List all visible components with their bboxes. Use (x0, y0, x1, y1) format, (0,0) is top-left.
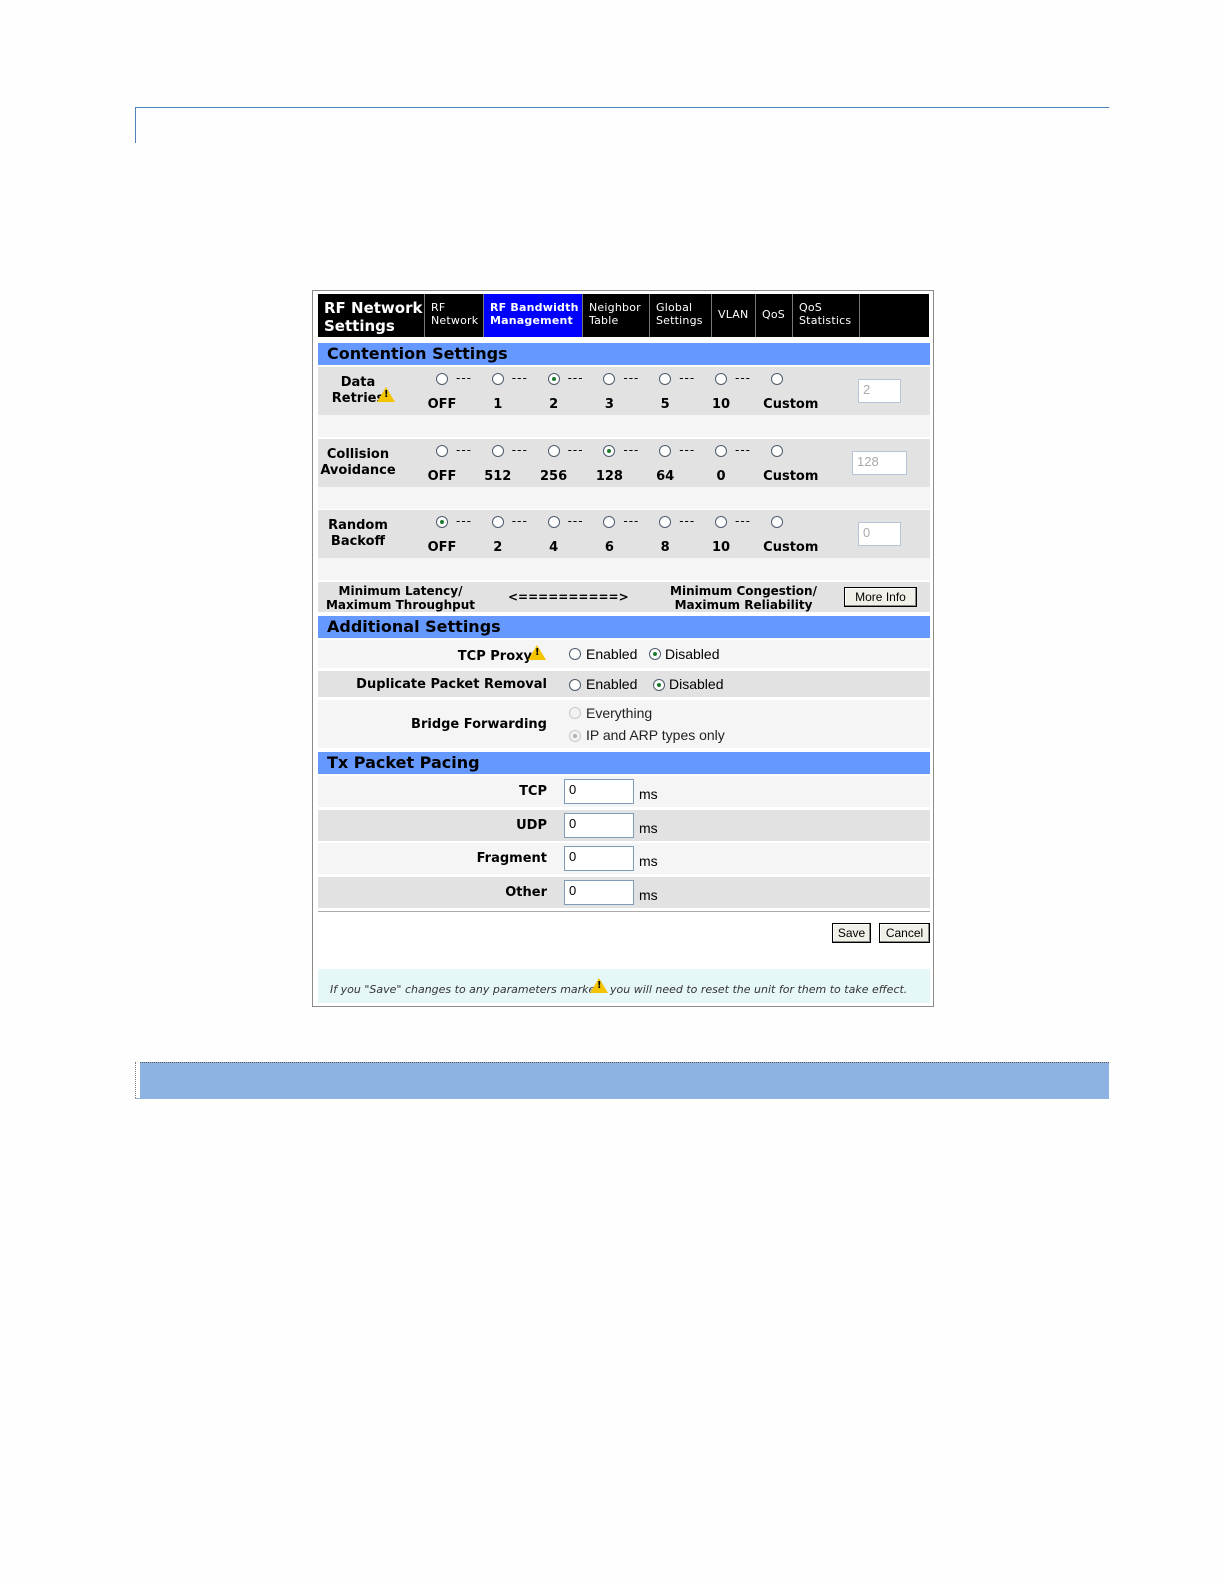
random-backoff-row (318, 510, 930, 558)
random-backoff-option-label: 4 (549, 540, 559, 555)
data-retries-option-label: 5 (660, 397, 670, 412)
save-button[interactable]: Save (832, 923, 871, 943)
pacing-row (318, 776, 930, 807)
tcp-proxy-disabled-label: Disabled (665, 646, 720, 662)
tcp-proxy-disabled-radio[interactable] (649, 648, 661, 660)
warning-icon (590, 978, 608, 993)
separator: --- (567, 514, 584, 528)
separator: --- (679, 443, 696, 457)
tab-vlan[interactable]: VLAN (711, 294, 755, 337)
data-retries-radio-2[interactable] (548, 373, 560, 385)
collision-avoidance-option-label: OFF (427, 469, 457, 484)
pacing-row (318, 810, 930, 841)
data-retries-option-label: 3 (604, 397, 614, 412)
duplicate-enabled-label: Enabled (586, 676, 638, 692)
collision-avoidance-radio-3[interactable] (603, 445, 615, 457)
pacing-input[interactable]: 0 (564, 846, 634, 871)
pacing-label: Other (505, 884, 547, 900)
row-spacer (318, 558, 930, 580)
duplicate-enabled-radio[interactable] (569, 679, 581, 691)
pacing-label: Fragment (476, 851, 547, 866)
data-retries-option-label: 2 (549, 397, 559, 412)
separator: --- (735, 443, 751, 457)
random-backoff-radio-4[interactable] (659, 516, 671, 528)
pacing-row (318, 843, 930, 874)
tab-qos[interactable]: QoS (755, 294, 792, 337)
separator: --- (567, 371, 584, 385)
collision-avoidance-radio-4[interactable] (659, 445, 671, 457)
collision-avoidance-label-line1: Collision (326, 447, 390, 462)
tab-rf-bandwidth-management[interactable]: RF Bandwidth Management (483, 294, 582, 337)
cancel-button[interactable]: Cancel (879, 923, 930, 943)
data-retries-row (318, 367, 930, 415)
document-top-rule-edge (135, 107, 136, 143)
bridge-ip-arp-radio[interactable] (569, 730, 581, 742)
separator: --- (735, 514, 751, 528)
tcp-proxy-label: TCP Proxy (457, 649, 532, 664)
pacing-row (318, 877, 930, 908)
collision-avoidance-row (318, 439, 930, 487)
pacing-input[interactable]: 0 (564, 880, 634, 905)
row-spacer (318, 487, 930, 509)
collision-avoidance-radio-1[interactable] (492, 445, 504, 457)
duplicate-packet-label: Duplicate Packet Removal (356, 677, 547, 692)
bridge-forwarding-row (318, 700, 930, 748)
footer-text-before: If you "Save" changes to any parameters marked (330, 983, 603, 996)
tcp-proxy-row (318, 640, 930, 668)
bridge-ip-arp-label: IP and ARP types only (586, 727, 725, 743)
random-backoff-custom-input[interactable]: 0 (858, 522, 901, 546)
random-backoff-option-label: OFF (427, 540, 457, 555)
collision-avoidance-option-label: 512 (484, 469, 512, 484)
separator: --- (623, 443, 640, 457)
separator: --- (456, 443, 472, 457)
contention-scale-row (318, 582, 930, 612)
tab-rf-network[interactable]: RF Network (424, 294, 483, 337)
more-info-button[interactable]: More Info (844, 587, 917, 607)
tab-bar (318, 294, 929, 337)
collision-avoidance-option-label: Custom (763, 469, 819, 484)
random-backoff-option-label: 2 (493, 540, 503, 555)
random-backoff-radio-5[interactable] (715, 516, 727, 528)
random-backoff-radio-1[interactable] (492, 516, 504, 528)
separator: --- (567, 443, 584, 457)
separator: --- (511, 443, 528, 457)
random-backoff-option-label: Custom (763, 540, 819, 555)
scale-left-line1: Minimum Latency/ (338, 584, 463, 598)
random-backoff-option-label: 10 (711, 540, 731, 555)
pacing-input[interactable]: 0 (564, 813, 634, 838)
duplicate-disabled-radio[interactable] (653, 679, 665, 691)
data-retries-option-label: 1 (493, 397, 503, 412)
separator: --- (511, 371, 528, 385)
scale-left-line2: Maximum Throughput (325, 598, 476, 612)
data-retries-radio-6[interactable] (771, 373, 783, 385)
separator: --- (679, 514, 696, 528)
separator: --- (456, 514, 472, 528)
warning-icon (528, 645, 546, 660)
pacing-label: TCP (519, 784, 547, 799)
contention-settings-header: Contention Settings (318, 343, 930, 365)
footer-note (318, 969, 930, 1003)
bridge-everything-radio[interactable] (569, 707, 581, 719)
random-backoff-radio-6[interactable] (771, 516, 783, 528)
tcp-proxy-enabled-radio[interactable] (569, 648, 581, 660)
scale-right-line1: Minimum Congestion/ (670, 584, 817, 598)
collision-avoidance-custom-input[interactable]: 128 (852, 451, 907, 475)
pacing-unit: ms (639, 786, 658, 802)
collision-avoidance-radio-5[interactable] (715, 445, 727, 457)
separator: --- (623, 514, 640, 528)
bridge-everything-label: Everything (586, 705, 653, 721)
divider (318, 911, 930, 912)
pacing-unit: ms (639, 886, 658, 903)
data-retries-radio-3[interactable] (603, 373, 615, 385)
document-top-rule (135, 107, 1109, 108)
bridge-forwarding-label: Bridge Forwarding (411, 717, 547, 732)
pacing-label: UDP (516, 817, 547, 833)
data-retries-option-label: Custom (763, 397, 819, 412)
document-section-bar-edge (135, 1062, 140, 1098)
document-section-bar (135, 1062, 1109, 1099)
data-retries-radio-4[interactable] (659, 373, 671, 385)
tcp-proxy-enabled-label: Enabled (586, 646, 638, 662)
collision-avoidance-option-label: 256 (540, 469, 568, 484)
warning-icon (377, 387, 395, 402)
tab-global-settings[interactable]: Global Settings (649, 294, 711, 337)
tab-qos-statistics[interactable]: QoS Statistics (792, 294, 860, 337)
collision-avoidance-radio-0[interactable] (436, 445, 448, 457)
data-retries-radio-0[interactable] (436, 373, 448, 385)
pacing-unit: ms (639, 853, 658, 869)
data-retries-option-label: OFF (427, 397, 457, 412)
random-backoff-option-label: 6 (604, 540, 614, 555)
data-retries-label-line1: Data (340, 375, 376, 390)
additional-settings-header: Additional Settings (318, 616, 930, 638)
separator: --- (511, 514, 528, 528)
data-retries-label-line2: Retries (331, 391, 385, 406)
data-retries-radio-5[interactable] (715, 373, 727, 385)
data-retries-custom-input[interactable]: 2 (858, 379, 901, 403)
data-retries-radio-1[interactable] (492, 373, 504, 385)
scale-arrow: <==========> (508, 590, 629, 604)
scale-right-line2: Maximum Reliability (674, 598, 813, 612)
row-spacer (318, 415, 930, 437)
random-backoff-radio-0[interactable] (436, 516, 448, 528)
separator: --- (456, 371, 472, 385)
page-title: RF Network Settings (324, 299, 423, 335)
rf-bandwidth-management-panel (312, 290, 934, 1007)
random-backoff-label-line2: Backoff (330, 534, 386, 549)
separator: --- (679, 371, 696, 385)
duplicate-packet-row (318, 671, 930, 697)
collision-avoidance-option-label: 64 (656, 469, 675, 484)
collision-avoidance-label-line2: Avoidance (320, 463, 396, 478)
collision-avoidance-radio-6[interactable] (771, 445, 783, 457)
random-backoff-label-line1: Random (328, 518, 388, 533)
collision-avoidance-option-label: 0 (716, 469, 726, 484)
footer-text-after: you will need to reset the unit for them to take effect. (610, 983, 908, 996)
random-backoff-radio-2[interactable] (548, 516, 560, 528)
separator: --- (735, 371, 751, 385)
collision-avoidance-radio-2[interactable] (548, 445, 560, 457)
pacing-unit: ms (639, 819, 658, 836)
data-retries-option-label: 10 (711, 397, 731, 412)
collision-avoidance-option-label: 128 (595, 469, 623, 484)
pacing-input[interactable]: 0 (564, 779, 634, 804)
random-backoff-option-label: 8 (660, 540, 670, 555)
duplicate-disabled-label: Disabled (669, 676, 724, 692)
tab-neighbor-table[interactable]: Neighbor Table (582, 294, 649, 337)
random-backoff-radio-3[interactable] (603, 516, 615, 528)
tx-packet-pacing-header: Tx Packet Pacing (318, 752, 930, 774)
separator: --- (623, 371, 640, 385)
